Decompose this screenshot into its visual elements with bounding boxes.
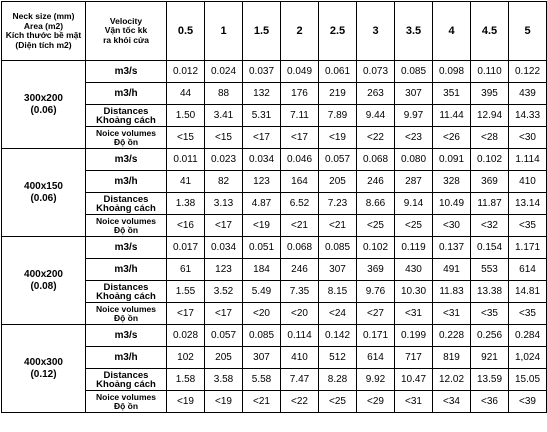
value-cell: <35 — [509, 215, 547, 237]
value-cell: 0.284 — [509, 325, 547, 347]
metric-label-line: m3/s — [114, 330, 138, 341]
value-cell: 0.028 — [167, 325, 205, 347]
value-cell: 7.23 — [319, 193, 357, 215]
value-cell: 246 — [357, 171, 395, 193]
value-cell: 164 — [281, 171, 319, 193]
metric-label-line: Distances — [103, 193, 149, 205]
value-cell: <39 — [509, 391, 547, 413]
value-cell: <25 — [395, 215, 433, 237]
value-cell: 0.073 — [357, 61, 395, 83]
value-cell: 205 — [205, 347, 243, 369]
metric-label-line: Noice volumes — [96, 391, 156, 402]
neck-size-value: 400x150 — [24, 180, 63, 192]
metric-label-line: Khoảng cách — [96, 290, 156, 302]
velocity-column-header: 3 — [357, 2, 395, 61]
value-cell: 410 — [281, 347, 319, 369]
value-cell: 0.068 — [281, 237, 319, 259]
value-cell: 9.92 — [357, 369, 395, 391]
metric-label-line: Distances — [103, 105, 149, 117]
value-cell: <21 — [243, 391, 281, 413]
value-cell: 0.256 — [471, 325, 509, 347]
metric-label-line: Noice volumes — [96, 127, 156, 138]
value-cell: 1.171 — [509, 237, 547, 259]
table-body — [2, 61, 547, 413]
value-cell: 307 — [243, 347, 281, 369]
value-cell: 41 — [167, 171, 205, 193]
value-cell: 5.49 — [243, 281, 281, 303]
metric-label-line: m3/h — [114, 176, 138, 187]
value-cell: 3.52 — [205, 281, 243, 303]
metric-label-line: m3/s — [114, 66, 138, 77]
value-cell: 4.87 — [243, 193, 281, 215]
value-cell: <17 — [205, 215, 243, 237]
value-cell: 13.38 — [471, 281, 509, 303]
value-cell: 0.154 — [471, 237, 509, 259]
value-cell: 3.41 — [205, 105, 243, 127]
value-cell: 0.114 — [281, 325, 319, 347]
velocity-column-header: 4 — [433, 2, 471, 61]
value-cell: 1,024 — [509, 347, 547, 369]
value-cell: 0.080 — [395, 149, 433, 171]
value-cell: 8.66 — [357, 193, 395, 215]
metric-label — [86, 259, 167, 281]
table-row — [2, 61, 547, 83]
value-cell: 7.89 — [319, 105, 357, 127]
value-cell: 717 — [395, 347, 433, 369]
value-cell: 123 — [243, 171, 281, 193]
value-cell: 307 — [395, 83, 433, 105]
value-cell: 410 — [509, 171, 547, 193]
value-cell: 395 — [471, 83, 509, 105]
value-cell: <35 — [509, 303, 547, 325]
value-cell: <17 — [167, 303, 205, 325]
value-cell: 0.102 — [471, 149, 509, 171]
table-row — [2, 149, 547, 171]
value-cell: 430 — [395, 259, 433, 281]
value-cell: 0.085 — [243, 325, 281, 347]
value-cell: <27 — [357, 303, 395, 325]
value-cell: <35 — [471, 303, 509, 325]
value-cell: 205 — [319, 171, 357, 193]
neck-size-header — [2, 2, 86, 61]
value-cell: 351 — [433, 83, 471, 105]
metric-label — [86, 237, 167, 259]
value-cell: <19 — [205, 391, 243, 413]
metric-label-line: Độ ồn — [113, 312, 139, 323]
metric-label — [86, 303, 167, 325]
metric-label — [86, 215, 167, 237]
metric-label — [86, 171, 167, 193]
value-cell: 8.28 — [319, 369, 357, 391]
header-line: (Diện tích m2) — [15, 39, 72, 50]
neck-area-value: (0.06) — [30, 192, 57, 204]
metric-label-line: m3/h — [114, 264, 138, 275]
value-cell: 246 — [281, 259, 319, 281]
value-cell: 13.59 — [471, 369, 509, 391]
neck-area-value: (0.06) — [30, 104, 57, 116]
metric-label-line: Noice volumes — [96, 215, 156, 226]
value-cell: 0.049 — [281, 61, 319, 83]
value-cell: 219 — [319, 83, 357, 105]
velocity-header — [86, 2, 167, 61]
velocity-column-header: 1.5 — [243, 2, 281, 61]
value-cell: <17 — [205, 303, 243, 325]
metric-label — [86, 127, 167, 149]
table-row — [2, 325, 547, 347]
metric-label-line: Distances — [103, 281, 149, 293]
value-cell: 0.085 — [319, 237, 357, 259]
value-cell: <21 — [281, 215, 319, 237]
value-cell: 184 — [243, 259, 281, 281]
value-cell: 0.051 — [243, 237, 281, 259]
value-cell: 439 — [509, 83, 547, 105]
value-cell: 123 — [205, 259, 243, 281]
value-cell: 10.47 — [395, 369, 433, 391]
metric-label-line: m3/s — [114, 242, 138, 253]
value-cell: 921 — [471, 347, 509, 369]
metric-label — [86, 325, 167, 347]
value-cell: <31 — [433, 303, 471, 325]
neck-size-cell — [2, 61, 86, 149]
value-cell: 3.13 — [205, 193, 243, 215]
value-cell: 1.114 — [509, 149, 547, 171]
velocity-column-header: 4.5 — [471, 2, 509, 61]
value-cell: 614 — [357, 347, 395, 369]
value-cell: 88 — [205, 83, 243, 105]
header-line: Velocity — [109, 15, 143, 26]
table-row — [2, 237, 547, 259]
value-cell: 0.057 — [205, 325, 243, 347]
value-cell: 0.122 — [509, 61, 547, 83]
header-row — [2, 2, 547, 61]
value-cell: <30 — [509, 127, 547, 149]
metric-label — [86, 347, 167, 369]
neck-size-value: 400x200 — [24, 268, 63, 280]
metric-label-line: m3/s — [114, 154, 138, 165]
value-cell: <25 — [319, 391, 357, 413]
value-cell: 369 — [471, 171, 509, 193]
value-cell: 15.05 — [509, 369, 547, 391]
metric-label-line: Độ ồn — [113, 400, 139, 411]
value-cell: 0.102 — [357, 237, 395, 259]
velocity-column-header: 0.5 — [167, 2, 205, 61]
value-cell: 307 — [319, 259, 357, 281]
value-cell: 263 — [357, 83, 395, 105]
neck-size-value: 300x200 — [24, 92, 63, 104]
value-cell: 0.110 — [471, 61, 509, 83]
value-cell: <36 — [471, 391, 509, 413]
value-cell: 5.31 — [243, 105, 281, 127]
value-cell: 0.068 — [357, 149, 395, 171]
value-cell: <22 — [357, 127, 395, 149]
value-cell: <16 — [167, 215, 205, 237]
value-cell: 9.97 — [395, 105, 433, 127]
value-cell: <31 — [395, 303, 433, 325]
value-cell: 614 — [509, 259, 547, 281]
value-cell: <34 — [433, 391, 471, 413]
metric-label-line: Khoảng cách — [96, 378, 156, 390]
metric-label-line: Distances — [103, 369, 149, 381]
header-line: Vận tốc kk — [104, 25, 148, 36]
value-cell: 328 — [433, 171, 471, 193]
value-cell: 82 — [205, 171, 243, 193]
value-cell: 1.50 — [167, 105, 205, 127]
metric-label — [86, 61, 167, 83]
value-cell: 10.49 — [433, 193, 471, 215]
metric-label — [86, 105, 167, 127]
airflow-spec-table — [1, 1, 547, 413]
value-cell: 0.034 — [243, 149, 281, 171]
value-cell: 1.38 — [167, 193, 205, 215]
metric-label-line: m3/h — [114, 352, 138, 363]
value-cell: 8.15 — [319, 281, 357, 303]
neck-size-value: 400x300 — [24, 356, 63, 368]
value-cell: 369 — [357, 259, 395, 281]
metric-label-line: Độ ồn — [113, 136, 139, 147]
value-cell: 0.091 — [433, 149, 471, 171]
value-cell: 819 — [433, 347, 471, 369]
neck-size-cell — [2, 325, 86, 413]
value-cell: 0.228 — [433, 325, 471, 347]
value-cell: 7.11 — [281, 105, 319, 127]
value-cell: 9.14 — [395, 193, 433, 215]
header-line: Neck size (mm) — [12, 11, 75, 21]
value-cell: 287 — [395, 171, 433, 193]
value-cell: <20 — [243, 303, 281, 325]
value-cell: 0.023 — [205, 149, 243, 171]
value-cell: 0.012 — [167, 61, 205, 83]
value-cell: 7.47 — [281, 369, 319, 391]
velocity-column-header: 3.5 — [395, 2, 433, 61]
value-cell: 1.55 — [167, 281, 205, 303]
velocity-column-header: 2 — [281, 2, 319, 61]
metric-label-line: Khoảng cách — [96, 114, 156, 126]
value-cell: 10.30 — [395, 281, 433, 303]
header-line: Kích thước bề mặt — [5, 30, 82, 40]
value-cell: 7.35 — [281, 281, 319, 303]
value-cell: <24 — [319, 303, 357, 325]
value-cell: <26 — [433, 127, 471, 149]
value-cell: 0.046 — [281, 149, 319, 171]
value-cell: 0.142 — [319, 325, 357, 347]
value-cell: 0.171 — [357, 325, 395, 347]
value-cell: 0.024 — [205, 61, 243, 83]
header-line: Area (m2) — [23, 20, 64, 31]
value-cell: 491 — [433, 259, 471, 281]
value-cell: 0.137 — [433, 237, 471, 259]
value-cell: 512 — [319, 347, 357, 369]
value-cell: 11.83 — [433, 281, 471, 303]
neck-area-value: (0.08) — [30, 280, 57, 292]
value-cell: <21 — [319, 215, 357, 237]
value-cell: 132 — [243, 83, 281, 105]
value-cell: 14.33 — [509, 105, 547, 127]
neck-area-value: (0.12) — [30, 368, 57, 380]
value-cell: 0.199 — [395, 325, 433, 347]
value-cell: 61 — [167, 259, 205, 281]
value-cell: <15 — [205, 127, 243, 149]
value-cell: 0.061 — [319, 61, 357, 83]
value-cell: <29 — [357, 391, 395, 413]
value-cell: 0.017 — [167, 237, 205, 259]
header-line: ra khỏi cửa — [103, 34, 149, 45]
value-cell: 0.057 — [319, 149, 357, 171]
value-cell: 0.034 — [205, 237, 243, 259]
value-cell: 176 — [281, 83, 319, 105]
value-cell: <32 — [471, 215, 509, 237]
neck-size-cell — [2, 149, 86, 237]
velocity-column-header: 2.5 — [319, 2, 357, 61]
value-cell: <22 — [281, 391, 319, 413]
value-cell: 5.58 — [243, 369, 281, 391]
value-cell: 3.58 — [205, 369, 243, 391]
value-cell: <31 — [395, 391, 433, 413]
value-cell: 14.81 — [509, 281, 547, 303]
value-cell: 44 — [167, 83, 205, 105]
metric-label — [86, 83, 167, 105]
velocity-column-header: 1 — [205, 2, 243, 61]
metric-label — [86, 391, 167, 413]
value-cell: <19 — [167, 391, 205, 413]
value-cell: <23 — [395, 127, 433, 149]
value-cell: 12.94 — [471, 105, 509, 127]
value-cell: 1.58 — [167, 369, 205, 391]
value-cell: 553 — [471, 259, 509, 281]
value-cell: 6.52 — [281, 193, 319, 215]
neck-size-cell — [2, 237, 86, 325]
metric-label — [86, 281, 167, 303]
value-cell: <28 — [471, 127, 509, 149]
value-cell: <17 — [243, 127, 281, 149]
value-cell: 0.085 — [395, 61, 433, 83]
velocity-column-header: 5 — [509, 2, 547, 61]
value-cell: 11.44 — [433, 105, 471, 127]
value-cell: <25 — [357, 215, 395, 237]
table-header — [2, 2, 547, 61]
value-cell: 0.011 — [167, 149, 205, 171]
metric-label-line: m3/h — [114, 88, 138, 99]
value-cell: <17 — [281, 127, 319, 149]
metric-label — [86, 193, 167, 215]
value-cell: 9.44 — [357, 105, 395, 127]
value-cell: <15 — [167, 127, 205, 149]
value-cell: 102 — [167, 347, 205, 369]
value-cell: 0.098 — [433, 61, 471, 83]
metric-label-line: Khoảng cách — [96, 202, 156, 214]
value-cell: 9.76 — [357, 281, 395, 303]
value-cell: 0.119 — [395, 237, 433, 259]
metric-label-line: Độ ồn — [113, 224, 139, 235]
value-cell: 13.14 — [509, 193, 547, 215]
metric-label — [86, 369, 167, 391]
metric-label-line: Noice volumes — [96, 303, 156, 314]
value-cell: <20 — [281, 303, 319, 325]
value-cell: 11.87 — [471, 193, 509, 215]
value-cell: <30 — [433, 215, 471, 237]
value-cell: 12.02 — [433, 369, 471, 391]
value-cell: 0.037 — [243, 61, 281, 83]
metric-label — [86, 149, 167, 171]
value-cell: <19 — [319, 127, 357, 149]
value-cell: <19 — [243, 215, 281, 237]
